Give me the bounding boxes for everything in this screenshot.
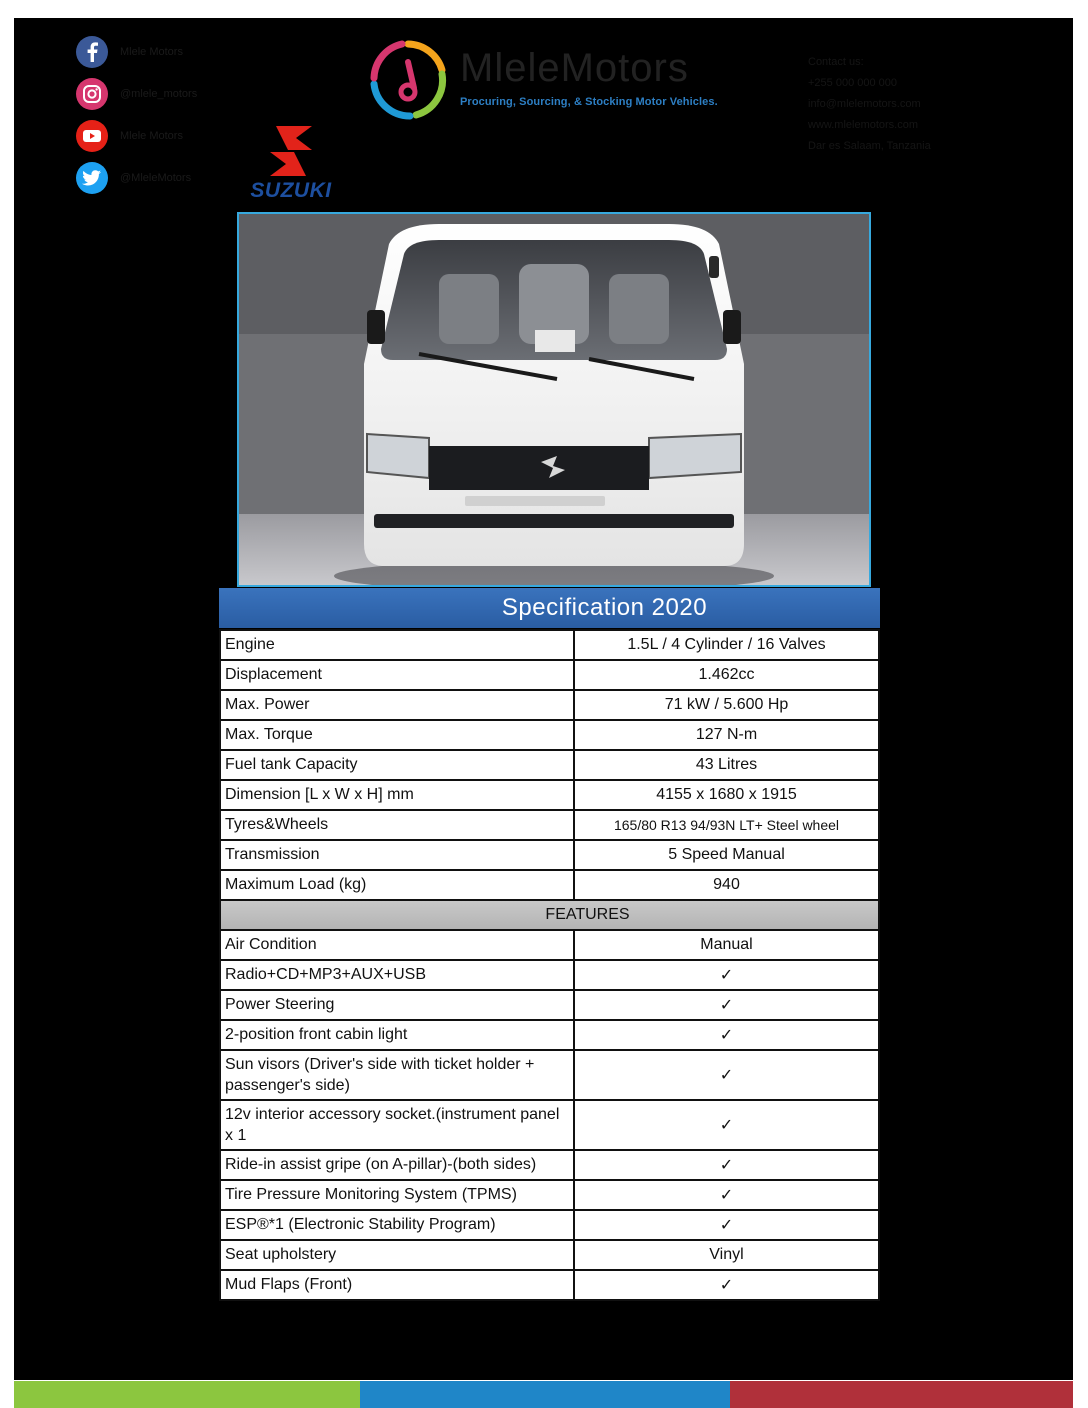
- table-row: [220, 1100, 879, 1150]
- spec-value: 1.462cc: [574, 660, 879, 690]
- table-row: [220, 660, 879, 690]
- contact-block: [808, 52, 1018, 157]
- checkmark-icon: ✓: [574, 1100, 879, 1150]
- table-row: [220, 810, 879, 840]
- spec-value: 5 Speed Manual: [574, 840, 879, 870]
- table-row: [220, 1020, 879, 1050]
- checkmark-icon: ✓: [574, 1210, 879, 1240]
- checkmark-icon: ✓: [574, 1270, 879, 1300]
- features-header-row: [220, 900, 879, 930]
- facebook-handle: Mlele Motors: [120, 46, 183, 58]
- spec-value: 1.5L / 4 Cylinder / 16 Valves: [574, 630, 879, 660]
- suzuki-s-icon: [232, 124, 350, 178]
- instagram-icon: [76, 78, 108, 110]
- company-logo-mark: [368, 40, 448, 120]
- spec-label: Maximum Load (kg): [220, 870, 574, 900]
- spec-value: 43 Litres: [574, 750, 879, 780]
- checkmark-icon: ✓: [574, 1180, 879, 1210]
- spec-value: 71 kW / 5.600 Hp: [574, 690, 879, 720]
- table-row: [220, 780, 879, 810]
- twitter-handle: @MleleMotors: [120, 172, 192, 184]
- feature-label: Mud Flaps (Front): [220, 1270, 574, 1300]
- table-row: [220, 1210, 879, 1240]
- spec-value: 4155 x 1680 x 1915: [574, 780, 879, 810]
- feature-label: 12v interior accessory socket.(instrument panel x 1: [220, 1100, 574, 1150]
- feature-label: Air Condition: [220, 930, 574, 960]
- spec-label: Max. Torque: [220, 720, 574, 750]
- table-row: [220, 630, 879, 660]
- table-row: [220, 1180, 879, 1210]
- table-row: [220, 990, 879, 1020]
- contact-line: Contact us:: [808, 56, 864, 68]
- features-header: FEATURES: [220, 900, 879, 930]
- checkmark-icon: ✓: [574, 960, 879, 990]
- table-row: [220, 930, 879, 960]
- feature-label: Ride-in assist gripe (on A-pillar)-(both sides): [220, 1150, 574, 1180]
- table-row: [220, 1270, 879, 1300]
- social-twitter[interactable]: [76, 162, 191, 194]
- table-row: [220, 840, 879, 870]
- table-row: [220, 750, 879, 780]
- suzuki-carry-van-image: [239, 214, 869, 585]
- spec-label: Max. Power: [220, 690, 574, 720]
- spec-value: 165/80 R13 94/93N LT+ Steel wheel: [574, 810, 879, 840]
- twitter-icon: [76, 162, 108, 194]
- contact-line: Dar es Salaam, Tanzania: [808, 140, 931, 152]
- suzuki-wordmark: SUZUKI: [250, 179, 332, 202]
- checkmark-icon: ✓: [574, 1050, 879, 1100]
- footer-bar-green: [14, 1381, 360, 1408]
- checkmark-icon: ✓: [574, 1020, 879, 1050]
- feature-value: Manual: [574, 930, 879, 960]
- footer-bar-red: [730, 1381, 1073, 1408]
- feature-value: Vinyl: [574, 1240, 879, 1270]
- social-instagram[interactable]: [76, 78, 197, 110]
- feature-label: 2-position front cabin light: [220, 1020, 574, 1050]
- spec-value: 127 N-m: [574, 720, 879, 750]
- facebook-icon: [76, 36, 108, 68]
- social-facebook[interactable]: [76, 36, 183, 68]
- contact-line[interactable]: www.mlelemotors.com: [808, 119, 919, 131]
- company-name: MlelеMotors: [460, 46, 689, 90]
- footer-bar-blue: [360, 1381, 730, 1408]
- table-row: [220, 870, 879, 900]
- vehicle-photo: [237, 212, 871, 587]
- spec-label: Engine: [220, 630, 574, 660]
- spec-label: Displacement: [220, 660, 574, 690]
- contact-line[interactable]: info@mlelemotors.com: [808, 98, 921, 110]
- company-tagline: Procuring, Sourcing, & Stocking Motor Vehicles.: [460, 96, 718, 108]
- spec-label: Fuel tank Capacity: [220, 750, 574, 780]
- checkmark-icon: ✓: [574, 990, 879, 1020]
- feature-label: Radio+CD+MP3+AUX+USB: [220, 960, 574, 990]
- suzuki-logo: [232, 124, 350, 204]
- feature-label: ESP®*1 (Electronic Stability Program): [220, 1210, 574, 1240]
- feature-label: Tire Pressure Monitoring System (TPMS): [220, 1180, 574, 1210]
- spec-label: Dimension [L x W x H] mm: [220, 780, 574, 810]
- company-logo: [368, 40, 728, 120]
- youtube-icon: [76, 120, 108, 152]
- table-row: [220, 1240, 879, 1270]
- social-youtube[interactable]: [76, 120, 183, 152]
- table-row: [220, 720, 879, 750]
- feature-label: Power Steering: [220, 990, 574, 1020]
- spec-label: Transmission: [220, 840, 574, 870]
- table-row: [220, 690, 879, 720]
- spec-value: 940: [574, 870, 879, 900]
- table-row: [220, 960, 879, 990]
- spec-table: [219, 629, 880, 1301]
- table-row: [220, 1050, 879, 1100]
- instagram-handle: @mlele_motors: [120, 88, 198, 100]
- spec-label: Tyres&Wheels: [220, 810, 574, 840]
- feature-label: Seat upholstery: [220, 1240, 574, 1270]
- youtube-handle: Mlele Motors: [120, 130, 183, 142]
- feature-label: Sun visors (Driver's side with ticket holder + passenger's side): [220, 1050, 574, 1100]
- checkmark-icon: ✓: [574, 1150, 879, 1180]
- table-row: [220, 1150, 879, 1180]
- spec-title: Specification 2020: [219, 588, 880, 628]
- contact-line[interactable]: +255 000 000 000: [808, 77, 898, 89]
